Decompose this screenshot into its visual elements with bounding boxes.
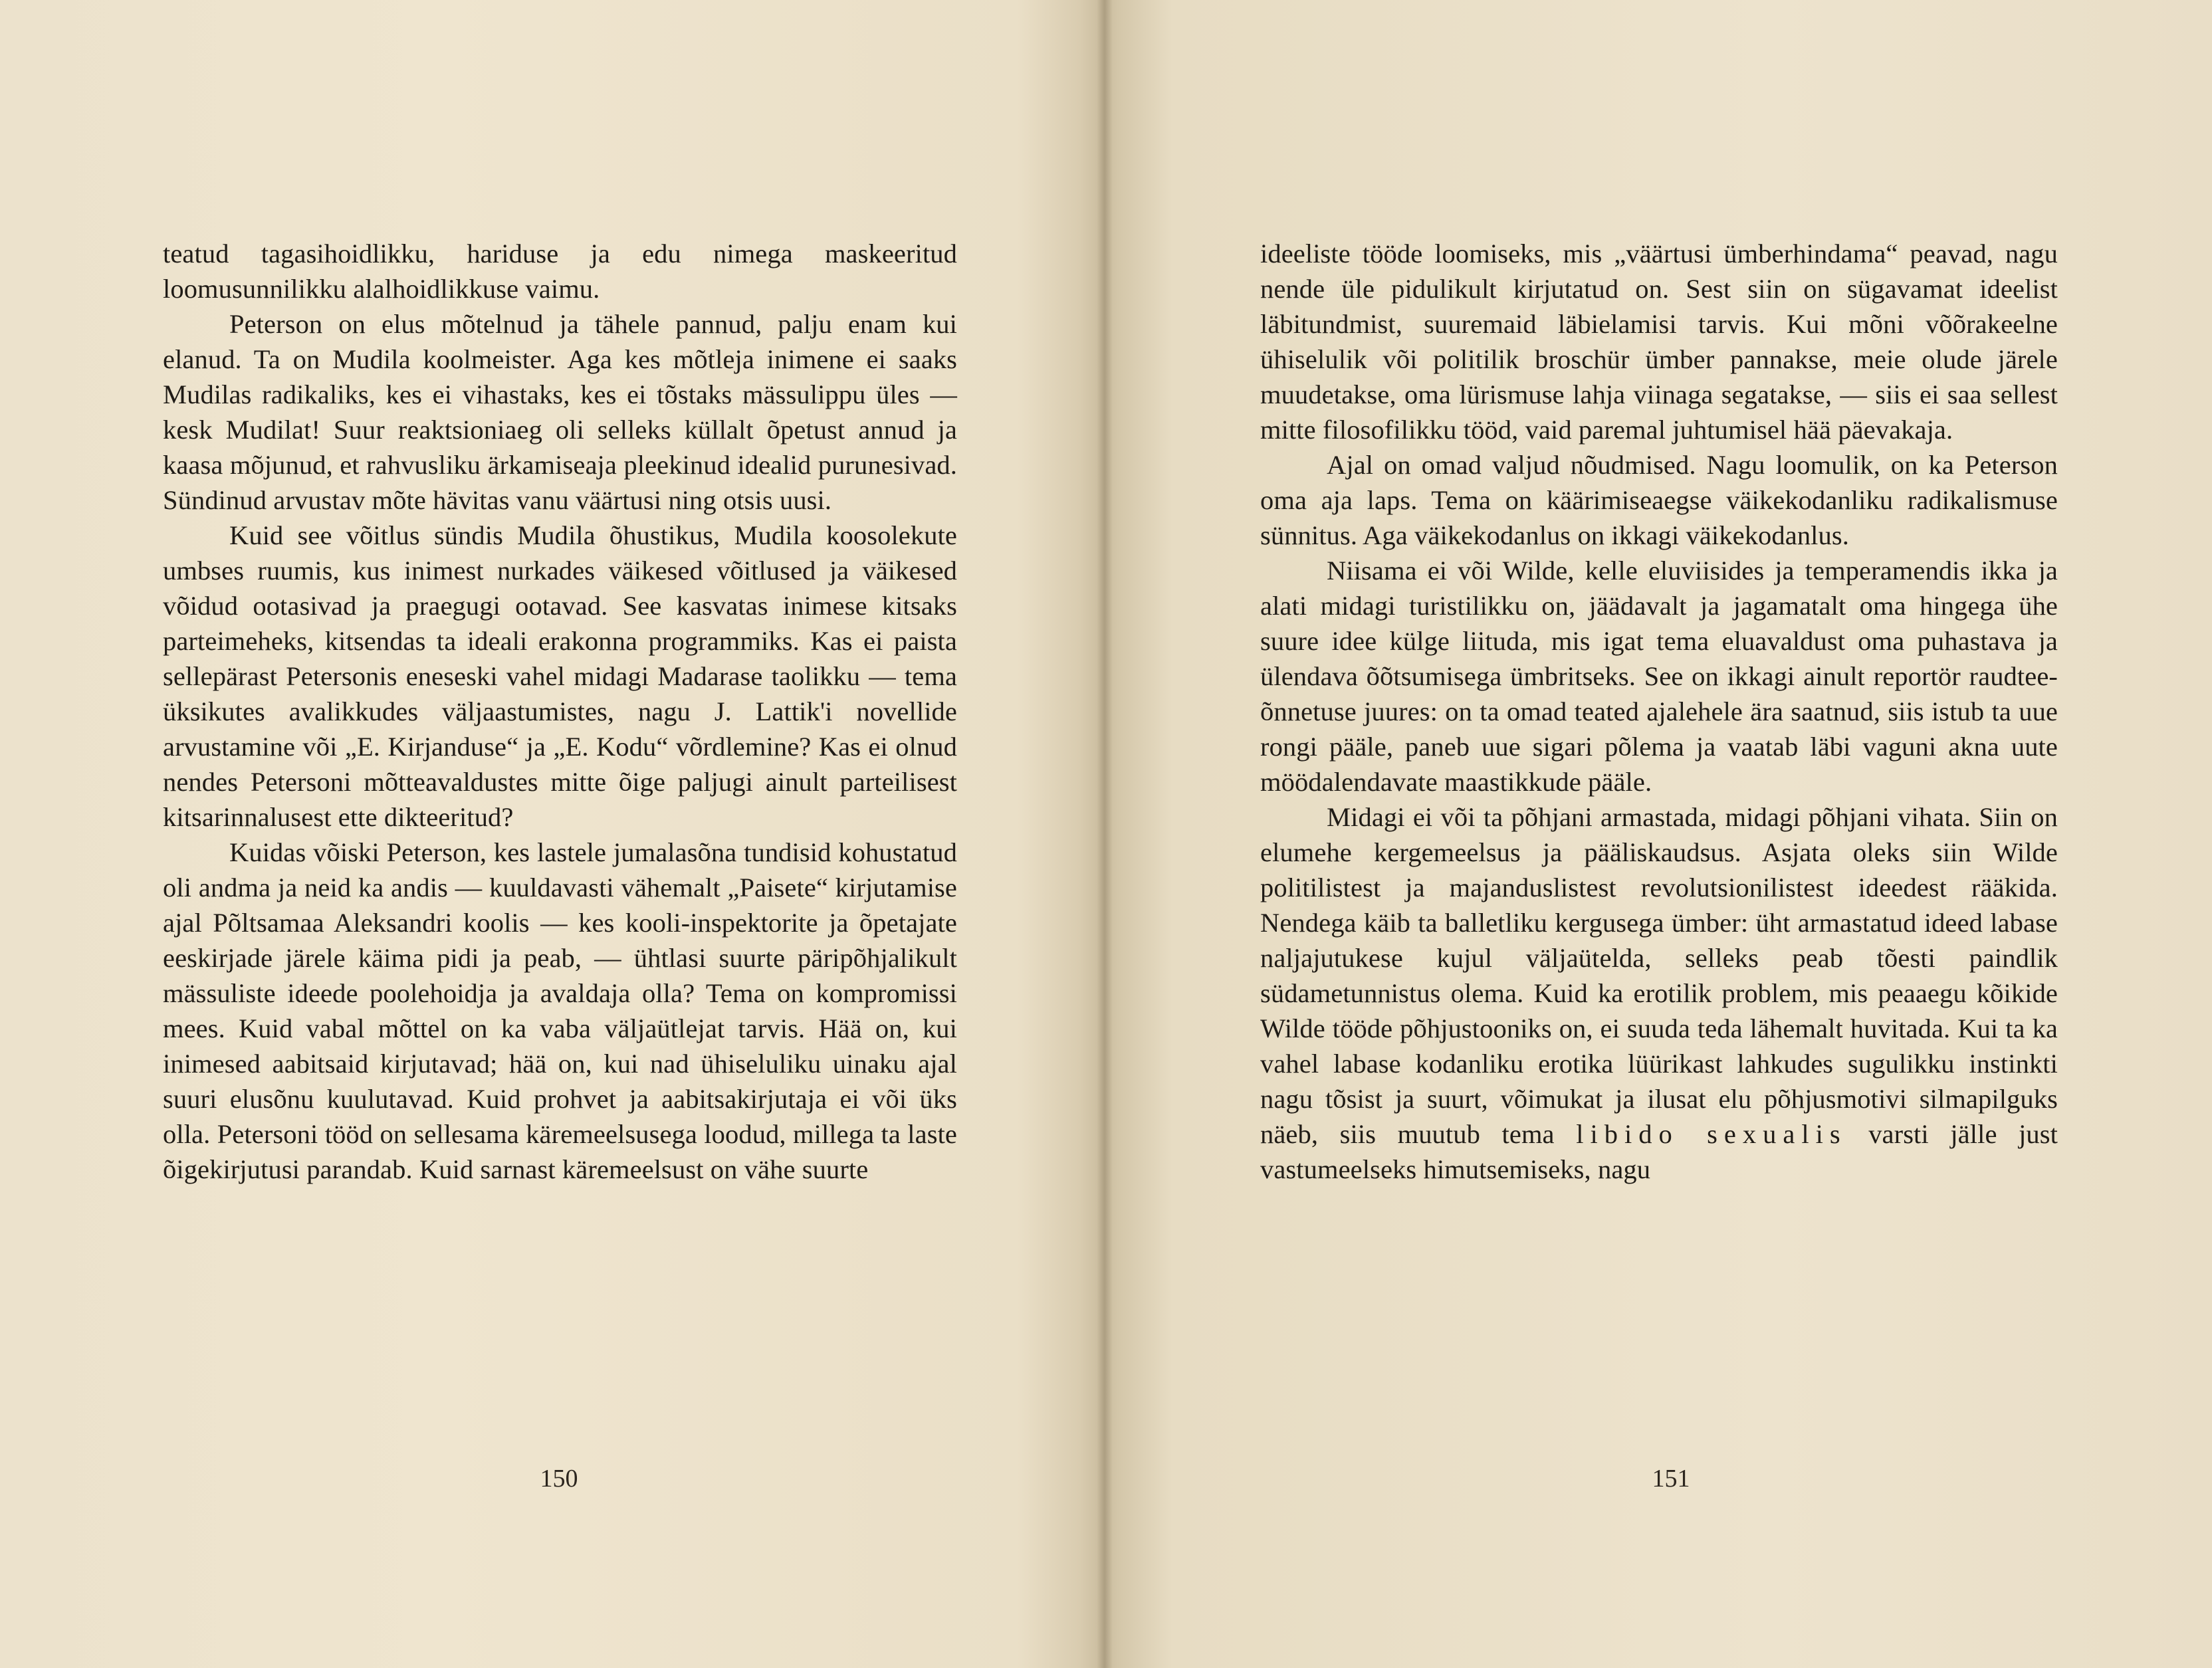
paragraph: ideeliste tööde loomiseks, mis „väärtusi ümberhindama“ peavad, nagu nende üle pidulikult kirjutatud on. Sest siin on sügavamat ideelist läbitundmist, suuremaid läbielamisi tarvis. Kui mõni võõrakeelne ühiselulik või politilik broschür ümber pannakse, meie olude järele muudetakse, oma lürismuse lahja viinaga segatakse, — siis ei saa sellest mitte filosofilikku tööd, vaid paremal juhtumisel hää päevakaja. — [1260, 239, 2058, 445]
left-page-text — [163, 236, 957, 1187]
book-gutter — [1097, 0, 1113, 1668]
page-number: 151 — [1652, 1465, 1690, 1493]
paragraph: Kuid see võitlus sündis Mudila õhustikus, Mudila koosolekute umbses ruumis, kus inimest nurkades väikesed võitlused ja väikesed võidud ootasivad ja praegugi ootavad. See kasvatas inimese kitsaks parteimeheks, kitsendas ta ideali erakonna programmiks. Kas ei paista sellepärast Petersonis eneseski vahel midagi Madarase taolikku — tema üksikutes avalikkudes väljaastumistes, nagu J. Lattik'i novellide arvustamine või „E. Kirjanduse“ ja „E. Kodu“ võrdlemine? Kas ei olnud nendes Petersoni mõtteavaldustes mitte õige paljugi ainult parteilisest kitsarinnalusest ette dikteeritud? — [163, 520, 957, 832]
emphasized-term: libido sexualis — [1576, 1119, 1847, 1149]
paragraph — [1260, 799, 2058, 1187]
page-number: 150 — [540, 1465, 578, 1493]
paragraph: teatud tagasihoidlikku, hariduse ja edu nimega maskeeritud loomusunnilikku alalhoidlikkuse vaimu. — [163, 239, 957, 304]
left-page — [0, 0, 1097, 1668]
paragraph: Kuidas võiski Peterson, kes lastele jumalasõna tundisid kohustatud oli andma ja neid ka andis — kuuldavasti vähemalt „Paisete“ kirjutamise ajal Põltsamaa Aleksandri koolis — kes kooli-inspektorite ja õpetajate eeskirjade järele käima pidi ja peab, — ühtlasi suurte päripõhjalikult mässuliste ideede poolehoidja ja avaldaja olla? Tema on kompromissi mees. Kuid vabal mõttel on ka vaba väljaütlejat tarvis. Hää on, kui inimesed aabitsaid kirjutavad; hää on, kui nad ühiseluliku uinaku ajal suuri elusõnu kuulutavad. Kuid prohvet ja aabitsakirjutaja ei või üks olla. Petersoni tööd on sellesama käremeelsusega loodud, millega ta laste õigekirjutusi parandab. Kuid sarnast käremeelsust on vähe suurte — [163, 837, 957, 1184]
paragraph: Niisama ei või Wilde, kelle eluviisides ja temperamendis ikka ja alati midagi turistilikku on, jäädavalt ja jagamatalt oma hingega ühe suure idee külge liituda, mis igat tema eluavaldust oma puhastava ja ülendava õõtsumisega ümbritseks. See on ikkagi ainult reportör raudtee-õnnetuse juures: on ta omad teated ajalehele ära saatnud, siis istub ta uue rongi pääle, paneb uue sigari põlema ja vaatab läbi vaguni akna uute möödalendavate maastikkude pääle. — [1260, 556, 2058, 797]
paragraph: Peterson on elus mõtelnud ja tähele pannud, palju enam kui elanud. Ta on Mudila koolmeister. Aga kes mõtleja inimene ei saaks Mudilas radikaliks, kes ei vihastaks, kes ei tõstaks mässulippu üles — kesk Mudilat! Suur reaktsioniaeg oli selleks küllalt õpetust annud ja kaasa mõjunud, et rahvusliku ärkamiseaja pleekinud idealid purunesivad. Sündinud arvustav mõte hävitas vanu väärtusi ning otsis uusi. — [163, 309, 957, 515]
paragraph: Ajal on omad valjud nõudmised. Nagu loomulik, on ka Peterson oma aja laps. Tema on käärimiseaegse väikekodanliku radikalismuse sünnitus. Aga väikekodanlus on ikkagi väikekodanlus. — [1260, 450, 2058, 550]
right-page — [1113, 0, 2212, 1668]
paragraph-text: varsti jälle just vastumeelseks himutsemiseks, nagu — [1260, 1119, 2058, 1184]
paragraph-text: Midagi ei või ta põhjani armastada, midagi põhjani vihata. Siin on elumehe kergemeelsus ja pääliskaudsus. Asjata oleks siin Wilde politilistest ja majanduslistest revolutsionilistest ideedest rääkida. Nendega käib ta balletliku kergusega ümber: üht armastatud ideed labase naljajutukese kujul väljaütelda, selleks peab tõesti paindlik südametunnistus olema. Kuid ka erotilik problem, mis peaaegu kõikide Wilde tööde põhjustooniks on, ei suuda teda lähemalt huvitada. Kui ta ka vahel labase kodanliku erotika lüürikast lahkudes sugulikku instinkti nagu tõsist ja suurt, võimukat ja ilusat elu põhjusmotivi silmapilguks näeb, siis muutub tema — [1260, 802, 2058, 1149]
right-page-text — [1260, 236, 2058, 1187]
